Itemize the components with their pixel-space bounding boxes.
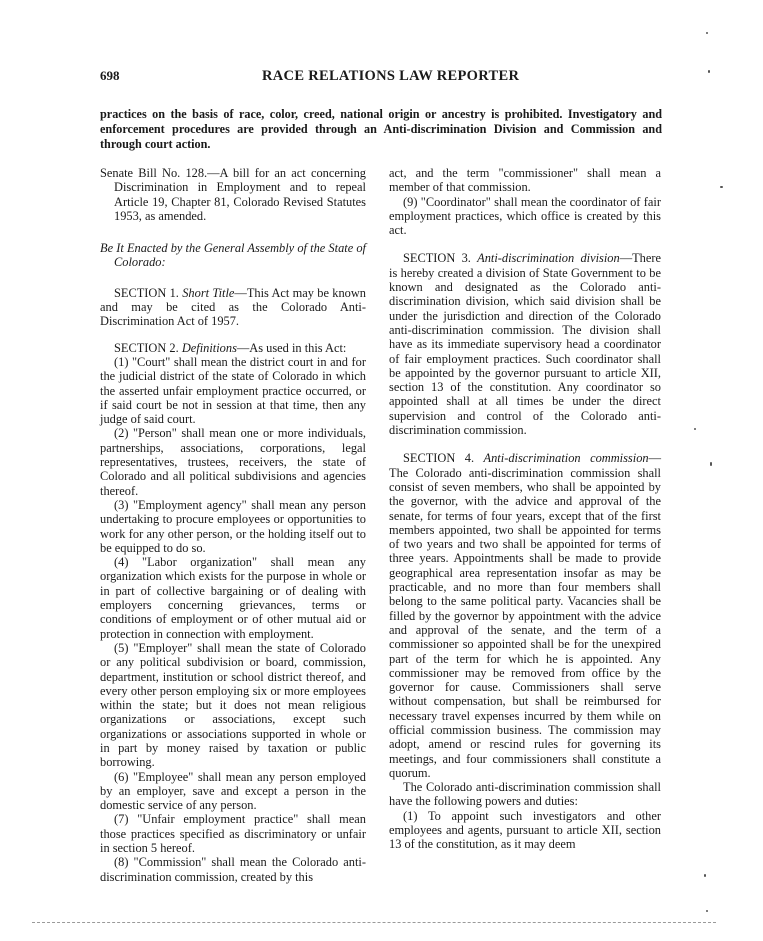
section-4: [389, 451, 661, 780]
scan-speck: [710, 462, 712, 466]
left-column: [100, 166, 366, 884]
page-number: 698: [100, 68, 120, 83]
section-4-heading: SECTION 4.: [403, 451, 475, 466]
running-title: RACE RELATIONS LAW REPORTER: [262, 68, 520, 84]
section-4-title: Anti-discrimination commission: [483, 451, 649, 466]
right-column: [389, 166, 661, 852]
scan-speck: [708, 70, 710, 73]
section-2: [100, 341, 366, 355]
definition-2: (2) "Person" shall mean one or more individuals, partnerships, associations, corporations, legal representatives, trustees, receivers, the state of Colorado and all political subdivisions and agencies thereof.: [100, 426, 366, 498]
definition-9: (9) "Coordinator" shall mean the coordinator of fair employment practices, which office is created by this act.: [389, 194, 661, 238]
scan-speck: [694, 428, 696, 430]
definition-8: (8) "Commission" shall mean the Colorado anti-discrimination commission, created by this: [100, 855, 366, 884]
section-3-title: Anti-discrimination division: [477, 251, 620, 266]
definition-6: (6) "Employee" shall mean any person employed by an employer, save and except a person in the domestic service of any person.: [100, 769, 366, 813]
definition-3: (3) "Employment agency" shall mean any person undertaking to procure employees or opportunities to work for any other person, or the holding itself out to be equipped to do so.: [100, 497, 366, 555]
section-2-title: Definitions: [181, 340, 237, 355]
definition-5: (5) "Employer" shall mean the state of Colorado or any political subdivision or board, commission, department, institution or school district thereof, and every other person employing six or more employees within the state; but it does not mean religious organizations or associations, except such organizations or associations supported in whole or in part by money raised by taxation or public borrowing.: [100, 640, 366, 770]
section-1-heading: SECTION 1.: [114, 285, 179, 300]
section-3-text: —There is hereby created a division of State Government to be known and designated as the Colorado anti-discrimination division, which said division shall be under the jurisdiction and direction of the Colorado anti-discrimination commission. The division shall have as its immediate supervisory head a coordinator of fair employment practices. Such coordinator shall be appointed by the governor pursuant to article XII, section 13 of the constitution. Any coordinator so appointed shall at all times be under the direct supervision and control of the Colorado anti-discrimination commission.: [389, 251, 661, 438]
section-1-title: Short Title: [182, 285, 235, 300]
section-2-text: —As used in this Act:: [236, 340, 347, 355]
scan-speck: [720, 186, 723, 188]
power-1: (1) To appoint such investigators and other employees and agents, pursuant to article XII, section 13 of the constitution, as it may deem: [389, 808, 661, 852]
section-1: [100, 286, 366, 329]
scan-speck: [704, 874, 706, 877]
enacting-clause: Be It Enacted by the General Assembly of the State of Colorado:: [100, 241, 366, 270]
section-4-text: —The Colorado anti-discrimination commission shall consist of seven members, who shall be appointed by the governor, with the advice and approval of the senate, for terms of four years, except that of the first members appointed, two shall be appointed for terms of two years and two shall be appointed for terms of three years. Appointments shall be made to provide geographical area representation insofar as may be practicable, and no more than four members shall belong to the same political party. Vacancies shall be filled by the governor by appointment with the advice and approval of the senate, and the term of a commissioner so appointed shall be for the unexpired part of the term for which he is appointed. Any commissioner may be removed from office by the governor for cause. Commissioners shall serve without compensation, but shall be reimbursed for necessary travel expenses incurred by them while on official commission business. The commission may adopt, amend or rescind rules for governing its meetings, and four commissioners shall constitute a quorum.: [389, 451, 661, 780]
definition-8-continued: act, and the term "commissioner" shall mean a member of that commission.: [389, 166, 661, 195]
scan-speck: [706, 910, 708, 912]
section-3: [389, 251, 661, 437]
definition-4: (4) "Labor organization" shall mean any organization which exists for the purpose in whole or in part of collective bargaining or of dealing with employers concerning grievances, terms or conditions of employment or of other mutual aid or protection in connection with employment.: [100, 555, 366, 641]
section-3-heading: SECTION 3.: [403, 251, 471, 266]
section-1-text: —This Act may be known and may be cited as the Colorado Anti-Discrimination Act of 1957.: [100, 285, 366, 329]
definition-7: (7) "Unfair employment practice" shall mean those practices specified as discriminatory or unfair in section 5 hereof.: [100, 812, 366, 856]
bill-intro: Senate Bill No. 128.—A bill for an act concerning Discrimination in Employment and to repeal Article 19, Chapter 81, Colorado Revised Statutes 1953, as amended.: [100, 166, 366, 223]
definition-1: (1) "Court" shall mean the district court in and for the judicial district of the state of Colorado in which the asserted unfair employment practice occurred, or if said court be not in session at that time, then any judge of said court.: [100, 354, 366, 427]
bottom-rule: [32, 922, 716, 923]
section-2-heading: SECTION 2.: [114, 340, 179, 355]
scan-speck: [706, 32, 708, 34]
powers-intro: The Colorado anti-discrimination commission shall have the following powers and duties:: [389, 780, 661, 809]
summary-paragraph: practices on the basis of race, color, creed, national origin or ancestry is prohibited. Investigatory and enforcement procedures are provided through an Anti-discrimination Division and Commission and through court action.: [100, 107, 662, 151]
